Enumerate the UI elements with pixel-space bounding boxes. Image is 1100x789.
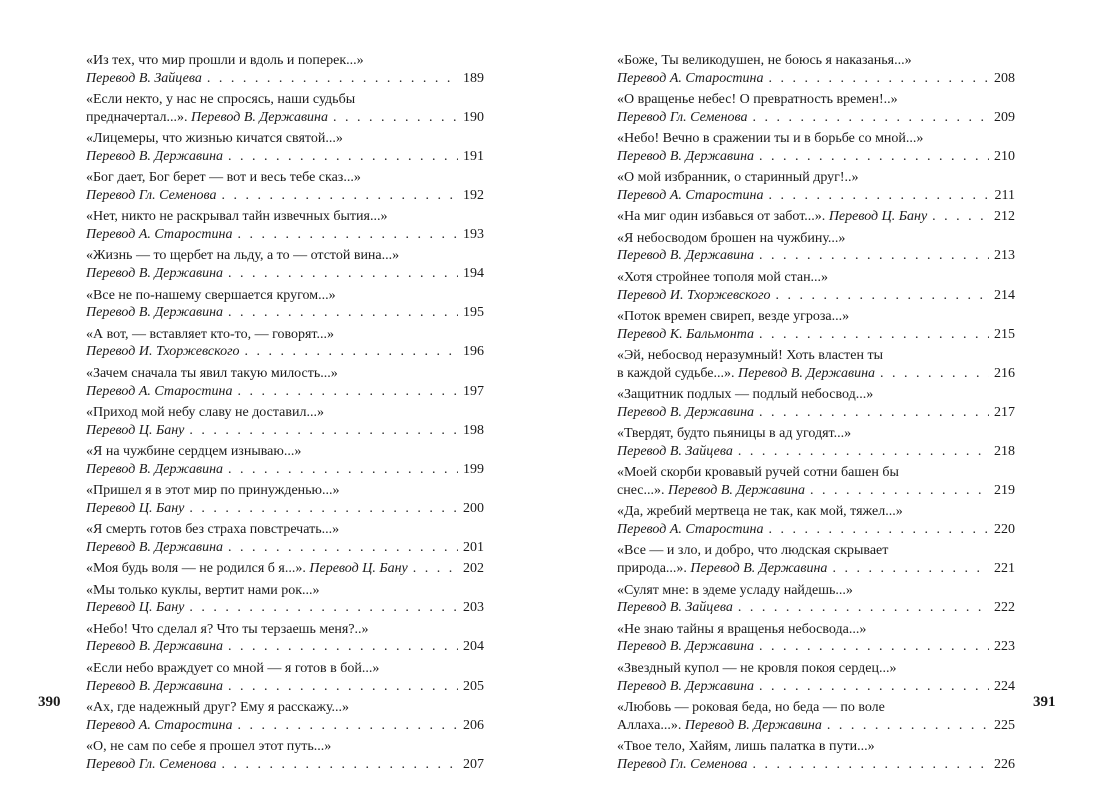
- reference-label: [86, 383, 232, 401]
- left-page-contents: [86, 52, 484, 777]
- toc-reference-line: [617, 756, 1015, 774]
- toc-entry: [617, 582, 1015, 618]
- toc-reference-line: [86, 304, 484, 322]
- toc-entry: [617, 503, 1015, 539]
- toc-entry: [617, 308, 1015, 344]
- reference-label: [86, 109, 328, 127]
- toc-reference-line: [617, 717, 1015, 735]
- reference-label: [617, 678, 754, 696]
- poem-first-line: «Приход мой небу славу не доставил...»: [86, 404, 324, 420]
- toc-reference-line: [617, 404, 1015, 422]
- translator-credit: Перевод А. Старостина: [86, 227, 233, 243]
- toc-entry: [86, 621, 484, 657]
- reference-label: [617, 717, 822, 735]
- poem-first-line: «Да, жребий мертвеца не так, как мой, тяжел...»: [617, 504, 903, 520]
- toc-page-number: 225: [994, 717, 1015, 733]
- dot-leader: [223, 304, 458, 322]
- poem-first-line: «Я смерть готов без страха повстречать...»: [86, 522, 340, 538]
- reference-label: [86, 70, 202, 88]
- dot-leader: [754, 148, 989, 166]
- toc-reference-line: [86, 422, 484, 440]
- dot-leader: [763, 521, 989, 539]
- translator-credit: Перевод В. Державина: [738, 365, 876, 381]
- poem-line-end: природа...».: [617, 561, 691, 577]
- dot-leader: [217, 187, 458, 205]
- dot-leader: [733, 599, 989, 617]
- toc-entry: [617, 347, 1015, 383]
- toc-page-number: 207: [463, 756, 484, 772]
- reference-label: [86, 304, 223, 322]
- toc-page-number: 208: [994, 70, 1015, 86]
- toc-entry: [617, 130, 1015, 166]
- translator-credit: Перевод В. Державина: [86, 539, 224, 555]
- toc-page-number: 204: [463, 639, 484, 655]
- toc-entry: [617, 52, 1015, 88]
- toc-page-number: 210: [994, 148, 1015, 164]
- dot-leader: [408, 560, 458, 578]
- poem-first-line: «Из тех, что мир прошли и вдоль и поперек...»: [86, 53, 364, 68]
- toc-entry: [86, 326, 484, 362]
- toc-page-number: 223: [994, 639, 1015, 655]
- toc-entry: [617, 542, 1015, 578]
- page-number-right: 391: [1033, 694, 1056, 710]
- poem-first-line: «Мы только куклы, вертит нами рок...»: [86, 582, 320, 598]
- reference-label: [617, 638, 754, 656]
- reference-label: [617, 247, 754, 265]
- toc-page-number: 226: [994, 756, 1015, 772]
- dot-leader: [240, 343, 458, 361]
- reference-label: [617, 482, 805, 500]
- toc-entry: [617, 169, 1015, 205]
- toc-reference-line: [86, 226, 484, 244]
- toc-page-number: 203: [463, 600, 484, 616]
- toc-page-number: 193: [463, 227, 484, 243]
- toc-reference-line: [617, 109, 1015, 127]
- poem-first-line: «Звездный купол — не кровля покоя сердец...»: [617, 660, 897, 676]
- poem-first-line: «Бог дает, Бог берет — вот и весь тебе сказ...»: [86, 170, 361, 186]
- toc-page-number: 202: [463, 561, 484, 577]
- toc-reference-line: [617, 208, 1015, 226]
- poem-first-line: «Все не по-нашему свершается кругом...»: [86, 287, 336, 303]
- translator-credit: Перевод В. Державина: [86, 266, 224, 282]
- toc-page-number: 221: [994, 561, 1015, 577]
- poem-first-line: «О мой избранник, о старинный друг!..»: [617, 170, 859, 186]
- poem-first-line: «Небо! Вечно в сражении ты и в борьбе со мной...»: [617, 131, 924, 147]
- translator-credit: Перевод В. Державина: [617, 404, 755, 420]
- reference-label: [617, 756, 748, 774]
- toc-reference-line: [86, 500, 484, 518]
- toc-reference-line: [617, 443, 1015, 461]
- dot-leader: [223, 539, 458, 557]
- translator-credit: Перевод В. Державина: [617, 148, 755, 164]
- translator-credit: Перевод В. Державина: [617, 678, 755, 694]
- translator-credit: Перевод А. Старостина: [86, 717, 233, 733]
- dot-leader: [927, 208, 989, 226]
- dot-leader: [232, 717, 458, 735]
- toc-reference-line: [86, 343, 484, 361]
- toc-page-number: 198: [463, 422, 484, 438]
- translator-credit: Перевод И. Тхоржевского: [86, 344, 240, 360]
- toc-entry: [86, 91, 484, 127]
- poem-line-end: предначертал...».: [86, 109, 191, 125]
- dot-leader: [223, 148, 458, 166]
- toc-page-number: 199: [463, 461, 484, 477]
- translator-credit: Перевод В. Державина: [190, 109, 328, 125]
- toc-reference-line: [617, 365, 1015, 383]
- poem-first-line: «Любовь — роковая беда, но беда — по воле: [617, 699, 885, 715]
- toc-page-number: 212: [994, 209, 1015, 225]
- toc-page-number: 217: [994, 404, 1015, 420]
- toc-entry: [86, 482, 484, 518]
- toc-reference-line: [86, 638, 484, 656]
- toc-entry: [617, 269, 1015, 305]
- dot-leader: [763, 187, 989, 205]
- toc-page-number: 215: [994, 326, 1015, 342]
- poem-first-line: «Сулят мне: в эдеме усладу найдешь...»: [617, 582, 853, 598]
- toc-entry: [86, 660, 484, 696]
- poem-first-line: «Все — и зло, и добро, что людская скрывает: [617, 543, 889, 559]
- translator-credit: Перевод В. Державина: [667, 483, 805, 499]
- poem-line-end: «На миг один избавься от забот...».: [617, 209, 829, 225]
- poem-first-line: «О, не сам по себе я прошел этот путь...»: [86, 738, 332, 754]
- poem-line-end: снес...».: [617, 483, 668, 499]
- toc-page-number: 214: [994, 287, 1015, 303]
- toc-entry: [86, 287, 484, 323]
- poem-first-line: «Жизнь — то щербет на льду, а то — отстой вина...»: [86, 248, 400, 264]
- reference-label: [617, 521, 763, 539]
- dot-leader: [217, 756, 458, 774]
- toc-entry: [617, 464, 1015, 500]
- toc-page-number: 205: [463, 678, 484, 694]
- reference-label: [617, 109, 748, 127]
- toc-reference-line: [86, 461, 484, 479]
- toc-page-number: 190: [463, 109, 484, 125]
- translator-credit: Перевод В. Державина: [684, 717, 822, 733]
- toc-page-number: 200: [463, 500, 484, 516]
- translator-credit: Перевод Гл. Семенова: [617, 756, 748, 772]
- translator-credit: Перевод В. Державина: [86, 305, 224, 321]
- reference-label: [617, 443, 733, 461]
- toc-reference-line: [617, 521, 1015, 539]
- dot-leader: [184, 422, 458, 440]
- poem-first-line: «Защитник подлых — подлый небосвод...»: [617, 387, 874, 403]
- dot-leader: [733, 443, 989, 461]
- dot-leader: [805, 482, 989, 500]
- dot-leader: [875, 365, 989, 383]
- toc-entry: [617, 660, 1015, 696]
- toc-entry: [617, 91, 1015, 127]
- right-page-contents: [617, 52, 1015, 777]
- toc-reference-line: [86, 599, 484, 617]
- toc-reference-line: [617, 247, 1015, 265]
- reference-label: [86, 599, 184, 617]
- reference-label: [86, 343, 240, 361]
- translator-credit: Перевод Ц. Бану: [86, 422, 185, 438]
- toc-page-number: 206: [463, 717, 484, 733]
- poem-line-end: Аллаха...».: [617, 717, 685, 733]
- toc-page-number: 209: [994, 109, 1015, 125]
- toc-reference-line: [86, 678, 484, 696]
- toc-reference-line: [617, 187, 1015, 205]
- poem-first-line: «Я на чужбине сердцем изнываю...»: [86, 443, 302, 459]
- toc-entry: [617, 230, 1015, 266]
- dot-leader: [232, 226, 458, 244]
- reference-label: [86, 500, 184, 518]
- poem-first-line: «Я небосводом брошен на чужбину...»: [617, 230, 846, 246]
- toc-reference-line: [86, 148, 484, 166]
- toc-reference-line: [86, 560, 484, 578]
- poem-first-line: «Зачем сначала ты явил такую милость...»: [86, 365, 338, 381]
- dot-leader: [754, 326, 989, 344]
- toc-page-number: 211: [994, 188, 1015, 204]
- toc-entry: [86, 560, 484, 578]
- toc-entry: [86, 738, 484, 774]
- toc-page-number: 201: [463, 539, 484, 555]
- reference-label: [86, 638, 223, 656]
- toc-entry: [86, 247, 484, 283]
- translator-credit: Перевод В. Державина: [86, 461, 224, 477]
- toc-entry: [86, 169, 484, 205]
- reference-label: [86, 560, 408, 578]
- toc-reference-line: [86, 756, 484, 774]
- reference-label: [617, 70, 763, 88]
- reference-label: [617, 148, 754, 166]
- dot-leader: [771, 287, 989, 305]
- toc-entry: [617, 425, 1015, 461]
- translator-credit: Перевод А. Старостина: [617, 188, 764, 204]
- reference-label: [617, 365, 875, 383]
- poem-first-line: «Поток времен свиреп, везде угроза...»: [617, 308, 850, 324]
- poem-first-line: «Твердят, будто пьяницы в ад угодят...»: [617, 426, 852, 442]
- toc-entry: [86, 443, 484, 479]
- toc-page-number: 218: [994, 443, 1015, 459]
- poem-first-line: «Эй, небосвод неразумный! Хоть властен ты: [617, 347, 883, 363]
- reference-label: [617, 560, 827, 578]
- translator-credit: Перевод Гл. Семенова: [617, 109, 748, 125]
- toc-reference-line: [86, 187, 484, 205]
- reference-label: [617, 287, 771, 305]
- toc-page-number: 195: [463, 305, 484, 321]
- poem-first-line: «Моей скорби кровавый ручей сотни башен бы: [617, 465, 899, 481]
- dot-leader: [748, 109, 989, 127]
- toc-reference-line: [617, 599, 1015, 617]
- poem-first-line: «Лицемеры, что жизнью кичатся святой...»: [86, 131, 343, 147]
- reference-label: [86, 717, 232, 735]
- toc-entry: [86, 521, 484, 557]
- poem-first-line: «Пришел я в этот мир по принужденью...»: [86, 483, 340, 499]
- translator-credit: Перевод Гл. Семенова: [86, 188, 217, 204]
- toc-entry: [617, 738, 1015, 774]
- toc-reference-line: [617, 560, 1015, 578]
- poem-first-line: «О вращенье небес! О превратность времен!..»: [617, 92, 898, 108]
- poem-first-line: «А вот, — вставляет кто-то, — говорят...»: [86, 326, 334, 342]
- translator-credit: Перевод В. Зайцева: [617, 600, 733, 616]
- poem-line-end: в каждой судьбе...».: [617, 365, 739, 381]
- dot-leader: [754, 404, 989, 422]
- reference-label: [86, 226, 232, 244]
- toc-page-number: 222: [994, 600, 1015, 616]
- reference-label: [617, 187, 763, 205]
- dot-leader: [223, 638, 458, 656]
- toc-page-number: 192: [463, 188, 484, 204]
- reference-label: [86, 148, 223, 166]
- translator-credit: Перевод В. Державина: [86, 639, 224, 655]
- poem-first-line: «Боже, Ты великодушен, не боюсь я наказанья...»: [617, 53, 912, 68]
- poem-first-line: «Если небо враждует со мной — я готов в бой...»: [86, 660, 380, 676]
- translator-credit: Перевод К. Бальмонта: [617, 326, 755, 342]
- toc-entry: [617, 699, 1015, 735]
- page-number-left: 390: [38, 694, 61, 710]
- toc-page-number: 216: [994, 365, 1015, 381]
- poem-first-line: «Не знаю тайны я вращенья небосвода...»: [617, 621, 867, 637]
- poem-line-end: «Моя будь воля — не родился б я...».: [86, 561, 310, 577]
- toc-reference-line: [86, 717, 484, 735]
- dot-leader: [184, 500, 458, 518]
- toc-entry: [86, 582, 484, 618]
- toc-reference-line: [617, 148, 1015, 166]
- toc-page-number: 189: [463, 70, 484, 86]
- poem-first-line: «Твое тело, Хайям, лишь палатка в пути...»: [617, 738, 875, 754]
- toc-reference-line: [617, 287, 1015, 305]
- poem-first-line: «Небо! Что сделал я? Что ты терзаешь меня?..»: [86, 621, 369, 637]
- dot-leader: [763, 70, 989, 88]
- translator-credit: Перевод Гл. Семенова: [86, 756, 217, 772]
- toc-reference-line: [617, 70, 1015, 88]
- translator-credit: Перевод Ц. Бану: [309, 561, 408, 577]
- toc-reference-line: [86, 109, 484, 127]
- reference-label: [86, 187, 217, 205]
- toc-page-number: 224: [994, 678, 1015, 694]
- dot-leader: [223, 265, 458, 283]
- reference-label: [86, 756, 217, 774]
- toc-reference-line: [86, 265, 484, 283]
- reference-label: [617, 599, 733, 617]
- dot-leader: [328, 109, 458, 127]
- toc-reference-line: [617, 326, 1015, 344]
- reference-label: [86, 422, 184, 440]
- translator-credit: Перевод В. Зайцева: [86, 70, 202, 86]
- poem-first-line: «Если некто, у нас не спросясь, наши судьбы: [86, 92, 356, 108]
- dot-leader: [754, 247, 989, 265]
- dot-leader: [184, 599, 458, 617]
- translator-credit: Перевод А. Старостина: [86, 383, 233, 399]
- toc-reference-line: [617, 638, 1015, 656]
- reference-label: [617, 404, 754, 422]
- dot-leader: [223, 678, 458, 696]
- toc-entry: [86, 52, 484, 88]
- toc-reference-line: [86, 383, 484, 401]
- toc-entry: [617, 386, 1015, 422]
- dot-leader: [754, 638, 989, 656]
- toc-reference-line: [86, 539, 484, 557]
- toc-entry: [617, 621, 1015, 657]
- reference-label: [617, 326, 754, 344]
- dot-leader: [232, 383, 458, 401]
- poem-first-line: «Ах, где надежный друг? Ему я расскажу...»: [86, 699, 350, 715]
- translator-credit: Перевод В. Державина: [86, 148, 224, 164]
- reference-label: [86, 265, 223, 283]
- dot-leader: [827, 560, 989, 578]
- translator-credit: Перевод В. Державина: [617, 248, 755, 264]
- toc-entry: [86, 404, 484, 440]
- toc-reference-line: [617, 482, 1015, 500]
- translator-credit: Перевод В. Державина: [86, 678, 224, 694]
- toc-entry: [86, 208, 484, 244]
- dot-leader: [748, 756, 989, 774]
- translator-credit: Перевод В. Зайцева: [617, 443, 733, 459]
- toc-page-number: 194: [463, 266, 484, 282]
- toc-entry: [86, 365, 484, 401]
- toc-page-number: 197: [463, 383, 484, 399]
- dot-leader: [822, 717, 989, 735]
- toc-entry: [617, 208, 1015, 226]
- poem-first-line: «Нет, никто не раскрывал тайн извечных бытия...»: [86, 209, 388, 225]
- dot-leader: [202, 70, 458, 88]
- reference-label: [617, 208, 927, 226]
- reference-label: [86, 678, 223, 696]
- toc-page-number: 220: [994, 522, 1015, 538]
- translator-credit: Перевод И. Тхоржевского: [617, 287, 771, 303]
- toc-reference-line: [617, 678, 1015, 696]
- poem-first-line: «Хотя стройнее тополя мой стан...»: [617, 269, 829, 285]
- translator-credit: Перевод Ц. Бану: [86, 500, 185, 516]
- toc-entry: [86, 699, 484, 735]
- toc-page-number: 213: [994, 248, 1015, 264]
- translator-credit: Перевод В. Державина: [690, 561, 828, 577]
- translator-credit: Перевод А. Старостина: [617, 522, 764, 538]
- translator-credit: Перевод Ц. Бану: [86, 600, 185, 616]
- reference-label: [86, 461, 223, 479]
- toc-page-number: 196: [463, 344, 484, 360]
- toc-entry: [86, 130, 484, 166]
- toc-page-number: 191: [463, 148, 484, 164]
- translator-credit: Перевод А. Старостина: [617, 70, 764, 86]
- translator-credit: Перевод Ц. Бану: [828, 209, 928, 225]
- dot-leader: [223, 461, 458, 479]
- toc-reference-line: [86, 70, 484, 88]
- reference-label: [86, 539, 223, 557]
- dot-leader: [754, 678, 989, 696]
- translator-credit: Перевод В. Державина: [617, 639, 755, 655]
- toc-page-number: 219: [994, 483, 1015, 499]
